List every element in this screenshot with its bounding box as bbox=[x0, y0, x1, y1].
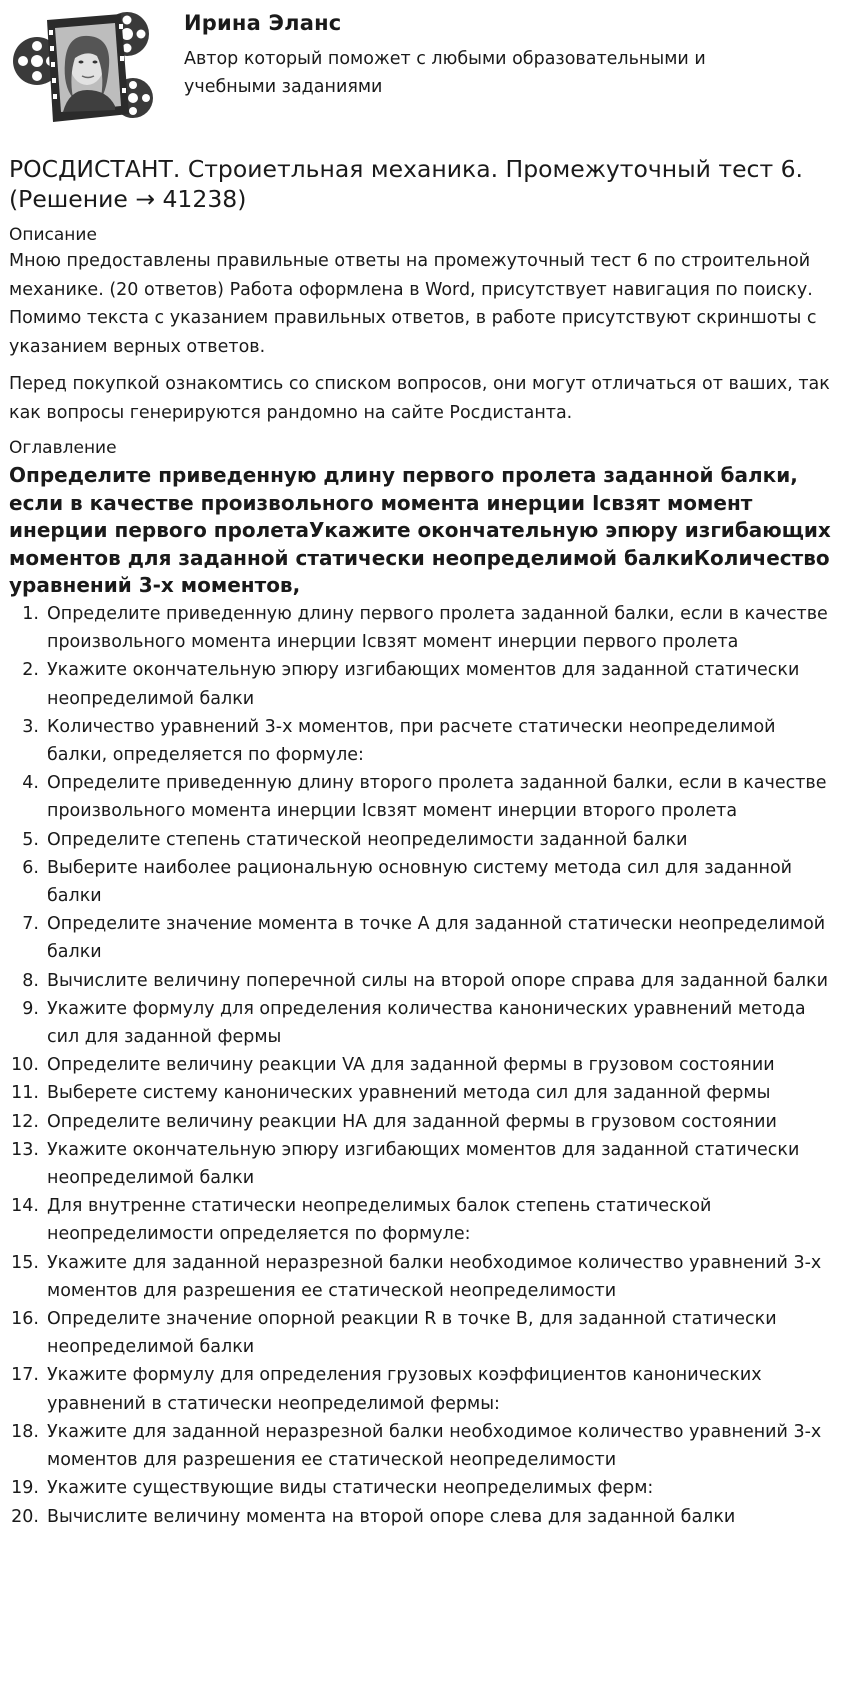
question-text: Укажите окончательную эпюру изгибающих моментов для заданной статически неопределимой балки bbox=[47, 660, 800, 709]
list-item bbox=[9, 995, 838, 1051]
question-text: Вычислите величину момента на второй опоре слева для заданной балки bbox=[47, 1506, 736, 1527]
toc-heading: Определите приведенную длину первого пролета заданной балки, если в качестве произвольного момента инерции Icвзят момент инерции первого пролетаУкажите окончательную эпюру изгибающих моментов для заданной статически неопределимой балкиКоличество уравнений 3-х моментов, bbox=[9, 463, 831, 597]
question-text: Определите степень статической неопределимости заданной балки bbox=[47, 829, 688, 850]
question-text: Количество уравнений 3-х моментов, при расчете статически неопределимой балки, определяется по формуле: bbox=[47, 716, 776, 766]
list-item bbox=[9, 1305, 838, 1361]
list-item bbox=[9, 854, 838, 910]
question-number: 1. bbox=[22, 604, 39, 624]
author-card bbox=[9, 0, 838, 134]
list-item bbox=[9, 1079, 838, 1107]
question-number: 8. bbox=[22, 970, 39, 991]
description-label: Описание bbox=[9, 225, 97, 245]
list-item bbox=[9, 1051, 838, 1079]
list-item bbox=[9, 967, 838, 995]
question-number: 3. bbox=[22, 716, 39, 737]
question-number: 18. bbox=[11, 1421, 39, 1442]
avatar-film-reel-photo bbox=[9, 6, 159, 128]
question-text: Укажите для заданной неразрезной балки необходимое количество уравнений 3-х моментов для разрешения ее статической неопределимости bbox=[47, 1421, 822, 1471]
list-item bbox=[9, 1136, 838, 1192]
question-number: 2. bbox=[22, 660, 39, 681]
question-number: 14. bbox=[11, 1196, 39, 1217]
question-number: 17. bbox=[11, 1365, 39, 1386]
question-text: Укажите существующие виды статически неопределимых ферм: bbox=[47, 1478, 654, 1499]
question-text: Определите значение опорной реакции R в точке В, для заданной статически неопределимой балки bbox=[47, 1309, 777, 1358]
question-number: 16. bbox=[11, 1309, 39, 1330]
question-text: Для внутренне статически неопределимых балок степень статической неопределимости определяется по формуле: bbox=[47, 1196, 712, 1245]
description-paragraph: Мною предоставлены правильные ответы на промежуточный тест 6 по строительной механике. (20 ответов) Работа оформлена в Word, присутствует навигация по поиску. Помимо текста с указанием правильных ответов, в работе присутствуют скриншоты с указанием верных ответов. bbox=[9, 251, 817, 357]
list-item bbox=[9, 1418, 838, 1474]
question-number: 20. bbox=[11, 1506, 39, 1527]
question-number: 10. bbox=[11, 1055, 39, 1076]
question-text: Укажите окончательную эпюру изгибающих моментов для заданной статически неопределимой балки bbox=[47, 1139, 800, 1189]
question-number: 7. bbox=[22, 914, 39, 935]
list-item bbox=[9, 1192, 838, 1248]
question-text: Выберите наиболее рациональную основную систему метода сил для заданной балки bbox=[47, 857, 793, 907]
question-number: 13. bbox=[11, 1139, 39, 1160]
description-paragraph: Перед покупкой ознакомтись со списком вопросов, они могут отличаться от ваших, так как вопросы генерируются рандомно на сайте Росдистанта. bbox=[9, 374, 830, 423]
question-number: 19. bbox=[11, 1478, 39, 1499]
question-number: 6. bbox=[22, 857, 39, 878]
question-number: 11. bbox=[11, 1083, 39, 1104]
question-list bbox=[9, 600, 838, 1531]
list-item bbox=[9, 769, 838, 825]
question-number: 12. bbox=[11, 1111, 39, 1132]
question-text: Укажите формулу для определения количества канонических уравнений метода сил для заданной фермы bbox=[47, 998, 806, 1048]
list-item bbox=[9, 1474, 838, 1502]
question-number: 15. bbox=[11, 1252, 39, 1273]
list-item bbox=[9, 1503, 838, 1531]
question-text: Укажите формулу для определения грузовых коэффициентов канонических уравнений в статически неопределимой фермы: bbox=[47, 1365, 762, 1414]
author-info bbox=[184, 6, 764, 101]
list-item bbox=[9, 600, 838, 656]
question-text: Укажите для заданной неразрезной балки необходимое количество уравнений 3-х моментов для разрешения ее статической неопределимости bbox=[47, 1252, 822, 1301]
question-text: Определите приведенную длину второго пролета заданной балки, если в качестве произвольного момента инерции Icвзят момент инерции второго пролета bbox=[47, 773, 827, 822]
question-number: 5. bbox=[22, 829, 39, 850]
page-title: РОСДИСТАНТ. Строиетльная механика. Промежуточный тест 6. (Решение → 41238) bbox=[9, 155, 804, 213]
question-text: Определите значение момента в точке А для заданной статически неопределимой балки bbox=[47, 914, 826, 963]
description-body bbox=[9, 247, 838, 427]
question-text: Определите величину реакции НА для заданной фермы в грузовом состоянии bbox=[47, 1111, 777, 1132]
list-item bbox=[9, 713, 838, 769]
list-item bbox=[9, 656, 838, 712]
question-text: Вычислите величину поперечной силы на второй опоре справа для заданной балки bbox=[47, 970, 829, 991]
author-description: Автор который поможет с любыми образовательными и учебными заданиями bbox=[184, 49, 706, 97]
question-number: 4. bbox=[22, 773, 39, 794]
list-item bbox=[9, 910, 838, 966]
question-number: 9. bbox=[22, 998, 39, 1019]
author-name[interactable]: Ирина Эланс bbox=[184, 11, 342, 35]
list-item bbox=[9, 1249, 838, 1305]
question-text: Определите величину реакции VA для заданной фермы в грузовом состоянии bbox=[47, 1055, 775, 1076]
list-item bbox=[9, 1361, 838, 1417]
list-item bbox=[9, 1108, 838, 1136]
toc-label: Оглавление bbox=[9, 438, 117, 458]
avatar bbox=[9, 6, 159, 128]
list-item bbox=[9, 826, 838, 854]
question-text: Определите приведенную длину первого пролета заданной балки, если в качестве произвольного момента инерции Icвзят момент инерции первого пролета bbox=[47, 604, 828, 653]
question-text: Выберете систему канонических уравнений метода сил для заданной фермы bbox=[47, 1083, 771, 1104]
